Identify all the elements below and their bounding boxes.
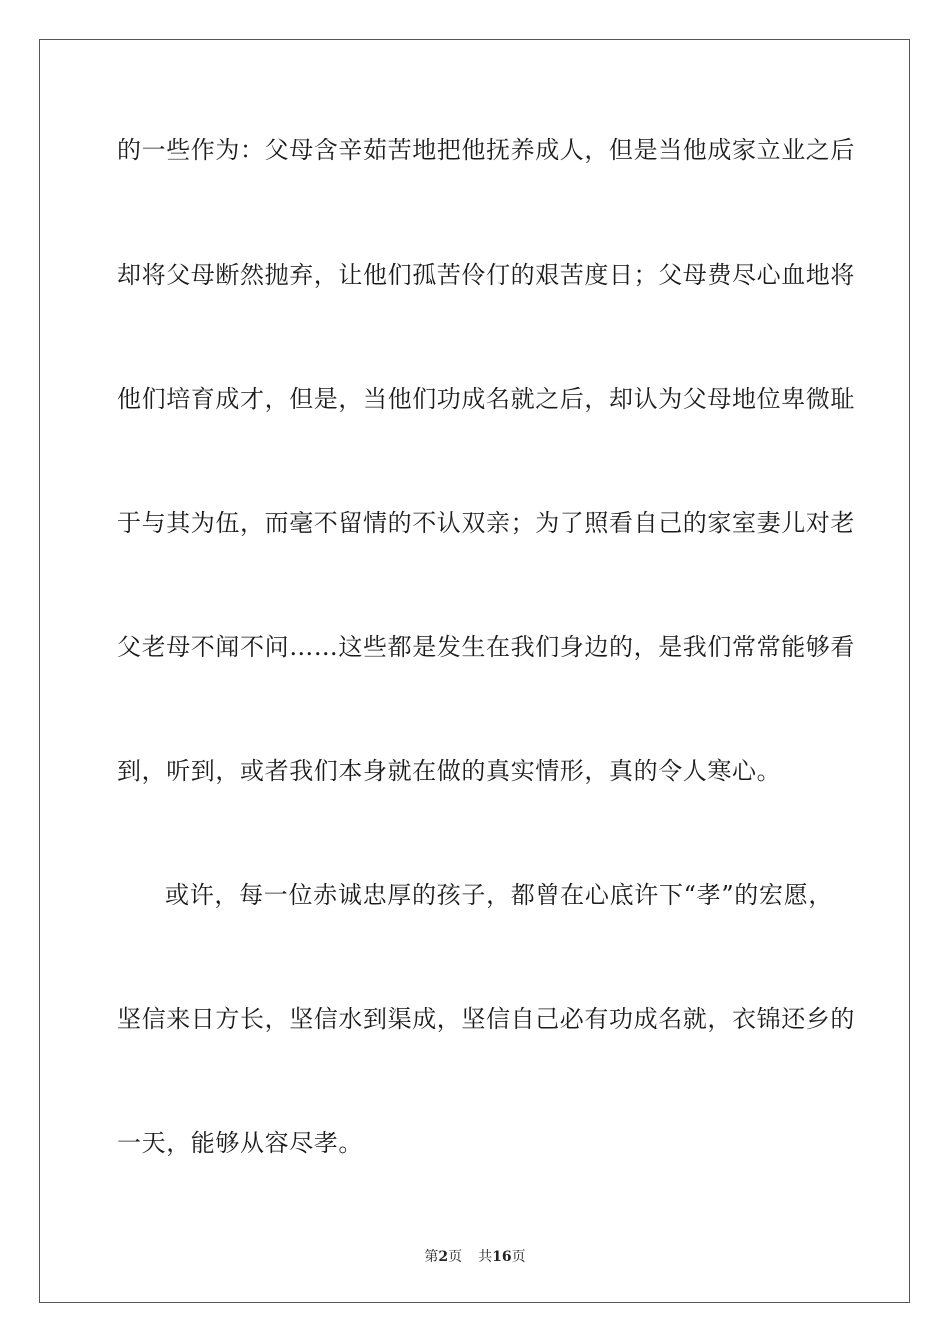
page-border bbox=[39, 39, 910, 1303]
page-number: 2 bbox=[438, 1249, 449, 1265]
total-suffix: 页 bbox=[511, 1249, 526, 1265]
body-text-line-8: 坚信来日方长，坚信水到渠成，坚信自己必有功成名就，衣锦还乡的 bbox=[117, 1005, 855, 1033]
body-text-line-2: 却将父母断然抛弃，让他们孤苦伶仃的艰苦度日；父母费尽心血地将 bbox=[117, 261, 855, 289]
body-text-line-3: 他们培育成才，但是，当他们功成名就之后，却认为父母地位卑微耻 bbox=[117, 385, 855, 413]
total-pages: 16 bbox=[492, 1249, 512, 1265]
body-text-line-6: 到，听到，或者我们本身就在做的真实情形，真的令人寒心。 bbox=[117, 757, 782, 785]
body-text-line-7: 或许，每一位赤诚忠厚的孩子，都曾在心底许下“孝”的宏愿， bbox=[165, 881, 833, 909]
page-footer bbox=[0, 1248, 950, 1266]
page-suffix: 页 bbox=[448, 1249, 463, 1265]
body-text-line-5: 父老母不闻不问……这些都是发生在我们身边的，是我们常常能够看 bbox=[117, 633, 855, 661]
page-prefix: 第 bbox=[424, 1249, 439, 1265]
total-prefix: 共 bbox=[478, 1249, 493, 1265]
body-text-line-4: 于与其为伍，而毫不留情的不认双亲；为了照看自己的家室妻儿对老 bbox=[117, 509, 855, 537]
body-text-line-9: 一天，能够从容尽孝。 bbox=[117, 1129, 363, 1157]
body-text-line-1: 的一些作为：父母含辛茹苦地把他抚养成人，但是当他成家立业之后 bbox=[117, 136, 855, 164]
